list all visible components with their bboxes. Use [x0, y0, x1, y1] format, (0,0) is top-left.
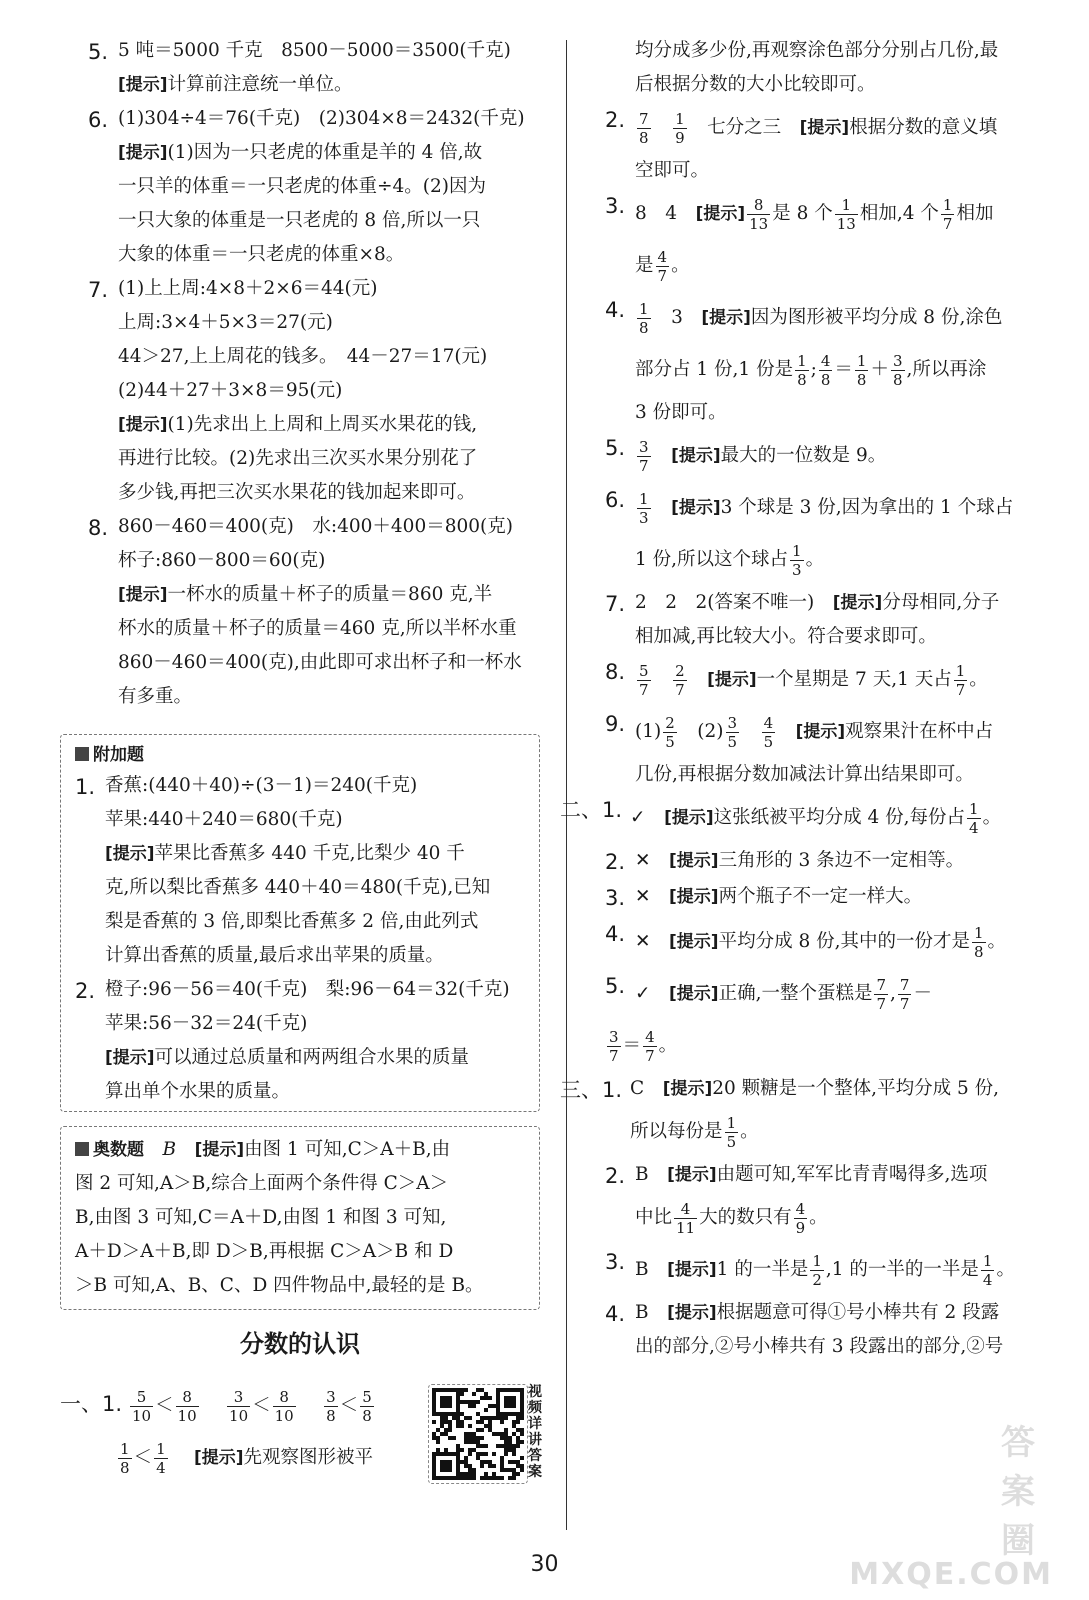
- hint-text: 先观察图形被平: [243, 1447, 374, 1468]
- fraction: $\frac{1}{8}$: [856, 351, 867, 389]
- hint-text: 大象的体重＝一只老虎的体重×8。: [118, 244, 405, 265]
- fraction: $\frac{3}{7}$: [609, 1027, 619, 1065]
- item-number: 8.: [88, 516, 109, 540]
- answer-line: 苹果:440＋240＝680(千克): [105, 809, 343, 830]
- hint-label: [提示]: [667, 1303, 717, 1323]
- section1-answer-1: [60, 1380, 420, 1484]
- item-number: 3.: [605, 886, 626, 910]
- fraction: $\frac{1}{8}$: [797, 351, 807, 389]
- fraction: $\frac{1}{8}$: [974, 923, 984, 961]
- fraction: $\frac{7}{7}$: [899, 975, 910, 1013]
- watermark-text: 答案圈: [1001, 1423, 1039, 1561]
- answer-line: 5 吨＝5000 千克 8500－5000＝3500(千克): [118, 40, 511, 61]
- fraction: $\frac{2}{5}$: [665, 713, 675, 751]
- hint-label: [提示]: [662, 1079, 713, 1099]
- fraction: $\frac{5}{10}$: [131, 1387, 152, 1425]
- item-number: 8.: [605, 660, 626, 684]
- hint-text: 空即可。: [635, 160, 710, 181]
- right-column: [560, 34, 1065, 1364]
- fraction: $\frac{3}{7}$: [639, 437, 649, 475]
- hint-text: 3 份即可。: [635, 402, 727, 423]
- section2-answer-5: 5. ✓ [提示]正确,一整个蛋糕是 $\frac{7}{7}$ , $\frac{7}{7}$ － $\frac{3}{7}$ ＝ $\frac{4}{7}$ 。: [605, 968, 1065, 1072]
- hint-text: 几份,再根据分数加减法计算出结果即可。: [635, 764, 974, 785]
- fraction: $\frac{4}{11}$: [676, 1199, 696, 1237]
- box-title: 奥数题: [93, 1140, 144, 1160]
- fraction: $\frac{1}{7}$: [942, 195, 953, 233]
- hint-text: 图 2 可知,A＞B,综合上面两个条件得 C＞A＞: [75, 1173, 449, 1194]
- hint-label: [提示]: [105, 844, 155, 864]
- item-number: 6.: [88, 108, 109, 132]
- hint-label: [提示]: [105, 1048, 155, 1068]
- answer-text: 8 4: [635, 203, 678, 224]
- fraction: $\frac{8}{10}$: [177, 1387, 197, 1425]
- fraction: $\frac{1}{3}$: [639, 489, 649, 527]
- hint-label: [提示]: [669, 887, 719, 907]
- item-number: 6.: [605, 488, 626, 512]
- answer-6: [88, 102, 554, 272]
- qr-code[interactable]: [428, 1384, 528, 1484]
- section3-answer-3: 3. B [提示]1 的一半是 $\frac{1}{2}$ ,1 的一半的一半是 $\frac{1}{4}$ 。: [605, 1244, 1065, 1296]
- extra-problems-box: [60, 734, 540, 1112]
- fraction: $\frac{1}{5}$: [726, 1113, 737, 1151]
- hint-text: 算出单个水果的质量。: [105, 1081, 291, 1102]
- section2-answer-2: 2. ✕ [提示]三角形的 3 条边不一定相等。: [605, 844, 1065, 880]
- item-number: 5.: [88, 40, 109, 64]
- fraction: $\frac{4}{8}$: [820, 351, 831, 389]
- answer-5: [88, 34, 554, 102]
- hint-text: 均分成多少份,再观察涂色部分分别占几份,最: [635, 40, 999, 61]
- item-number: 4.: [605, 922, 626, 946]
- section-marker-icon: [75, 1142, 89, 1156]
- fraction: $\frac{8}{13}$: [749, 195, 769, 233]
- fraction: $\frac{1}{8}$: [639, 299, 649, 337]
- hint-label: [提示]: [194, 1140, 245, 1160]
- hint-text: 计算前注意统一单位。: [167, 74, 353, 95]
- section3-answer-1: 三、1. C [提示]20 颗糖是一个整体,平均分成 5 份, 所以每份是 $\frac{1}{5}$ 。: [605, 1072, 1065, 1158]
- hint-text: 一只羊的体重＝一只老虎的体重÷4。(2)因为: [118, 176, 486, 197]
- fraction: $\frac{3}{5}$: [727, 713, 738, 751]
- hint-label: [提示]: [671, 446, 721, 466]
- fraction: $\frac{4}{9}$: [795, 1199, 806, 1237]
- answer-line: 杯子:860－800＝60(克): [118, 550, 326, 571]
- answer-5: 5. $\frac{3}{7}$ [提示]最大的一位数是 9。: [605, 430, 1065, 482]
- hint-label: [提示]: [669, 932, 719, 952]
- answer-line: 44＞27,上上周花的钱多。 44－27＝17(元): [118, 346, 488, 367]
- hint-text: 后根据分数的大小比较即可。: [635, 74, 876, 95]
- answer-9: 9. (1) $\frac{2}{5}$ (2) $\frac{3}{5}$ $\frac{4}{5}$ [提示]观察果汁在杯中占 几份,再根据分数加减法计算出结果即可。: [605, 706, 1065, 792]
- hint-label: [提示]: [707, 670, 757, 690]
- item-number: 二、1.: [560, 798, 623, 822]
- column-divider: [566, 40, 567, 1530]
- fraction: $\frac{1}{4}$: [156, 1439, 166, 1477]
- hint-label: [提示]: [118, 415, 168, 435]
- section2-answer-3: 3. ✕ [提示]两个瓶子不一定一样大。: [605, 880, 1065, 916]
- qr-label: 视频详讲答案: [528, 1384, 542, 1480]
- hint-label: [提示]: [194, 1448, 244, 1468]
- hint-text: 杯水的质量＋杯子的质量＝460 克,所以半杯水重: [118, 618, 517, 639]
- item-number: 2.: [605, 1164, 626, 1188]
- hint-text: 由图 1 可知,C＞A＋B,由: [244, 1139, 451, 1160]
- item-number: 9.: [605, 712, 626, 736]
- item-number: 5.: [605, 436, 626, 460]
- fraction: $\frac{1}{4}$: [982, 1251, 993, 1289]
- answer-line: 苹果:56－32＝24(千克): [105, 1013, 308, 1034]
- item-number: 1.: [75, 775, 96, 799]
- extra-answer-2: [75, 973, 529, 1109]
- hint-label: [提示]: [671, 498, 721, 518]
- item-number: 4.: [605, 1302, 626, 1326]
- less-than: ＜: [133, 1447, 153, 1468]
- item-number: 4.: [605, 298, 626, 322]
- item-number: 2.: [605, 108, 626, 132]
- item-number: 2.: [605, 850, 626, 874]
- fraction: $\frac{4}{7}$: [657, 247, 668, 285]
- hint-text: 有多重。: [118, 686, 193, 707]
- answer-line: (2)44＋27＋3×8＝95(元): [118, 380, 343, 401]
- less-than: ＜: [252, 1395, 271, 1416]
- fraction: $\frac{5}{8}$: [362, 1387, 372, 1425]
- item-number: 3.: [605, 1250, 626, 1274]
- fraction: $\frac{1}{13}$: [836, 195, 856, 233]
- fraction: $\frac{7}{7}$: [876, 975, 887, 1013]
- item-number: 一、1.: [60, 1392, 123, 1416]
- fraction: $\frac{5}{7}$: [639, 661, 649, 699]
- hint-text: B,由图 3 可知,C＝A＋D,由图 1 和图 3 可知,: [75, 1207, 447, 1228]
- hint-label: [提示]: [118, 75, 168, 95]
- hint-label: [提示]: [669, 851, 719, 871]
- hint-label: [提示]: [118, 585, 168, 605]
- fraction: $\frac{4}{7}$: [645, 1027, 655, 1065]
- fraction: $\frac{1}{3}$: [792, 541, 802, 579]
- hint-text: (1)因为一只老虎的体重是羊的 4 倍,故: [167, 142, 483, 163]
- fraction: $\frac{1}{8}$: [120, 1439, 130, 1477]
- section3-answer-2: 2. B [提示]由题可知,军军比青青喝得多,选项 中比 $\frac{4}{11}$ 大的数只有 $\frac{4}{9}$ 。: [605, 1158, 1065, 1244]
- hint-label: [提示]: [118, 143, 168, 163]
- hint-text: 苹果比香蕉多 440 千克,比梨少 40 千: [154, 843, 465, 864]
- hint-label: [提示]: [795, 722, 846, 742]
- answer-line: (1)上上周:4×8＋2×6＝44(元): [118, 278, 378, 299]
- item-number: 三、1.: [560, 1078, 623, 1102]
- answer-line: (1)304÷4＝76(千克) (2)304×8＝2432(千克): [118, 108, 525, 129]
- answer-line: 上周:3×4＋5×3＝27(元): [118, 312, 333, 333]
- hint-text: (1)先求出上上周和上周买水果花的钱,: [167, 414, 478, 435]
- hint-text: 一杯水的质量＋杯子的质量＝860 克,半: [167, 584, 493, 605]
- fraction: $\frac{2}{7}$: [675, 661, 685, 699]
- hint-text: 可以通过总质量和两两组合水果的质量: [154, 1047, 470, 1068]
- hint-text: 860－460＝400(克),由此即可求出杯子和一杯水: [118, 652, 522, 673]
- hint-label: [提示]: [667, 1260, 717, 1280]
- hint-text: 再进行比较。(2)先求出三次买水果分别花了: [118, 448, 478, 469]
- answer-8: [88, 510, 554, 714]
- hint-label: [提示]: [695, 204, 746, 224]
- item-number: 7.: [88, 278, 109, 302]
- hint-text: 计算出香蕉的质量,最后求出苹果的质量。: [105, 945, 444, 966]
- section-marker-icon: [75, 747, 89, 761]
- hint-label: [提示]: [669, 984, 719, 1004]
- answer-8: 8. $\frac{5}{7}$ $\frac{2}{7}$ [提示]一个星期是 7 天,1 天占 $\frac{1}{7}$ 。: [605, 654, 1065, 706]
- hint-label: [提示]: [667, 1165, 717, 1185]
- fraction: $\frac{1}{2}$: [812, 1251, 822, 1289]
- section3-answer-4: 4. B [提示]根据题意可得①号小棒共有 2 段露 出的部分,②号小棒共有 3 段露出的部分,②号: [605, 1296, 1065, 1364]
- hint-text: ＞B 可知,A、B、C、D 四件物品中,最轻的是 B。: [75, 1275, 484, 1296]
- answer-7: 7. 2 2 2(答案不唯一) [提示]分母相同,分子 相加减,再比较大小。符合要求即可。: [605, 586, 1065, 654]
- answer-text: 七分之三: [707, 117, 782, 138]
- item-number: 7.: [605, 592, 626, 616]
- fraction: $\frac{8}{10}$: [274, 1387, 294, 1425]
- section2-answer-1: 二、1. ✓ [提示]这张纸被平均分成 4 份,每份占 $\frac{1}{4}$ 。: [605, 792, 1065, 844]
- hint-text: 多少钱,再把三次买水果花的钱加起来即可。: [118, 482, 476, 503]
- item-number: 2.: [75, 979, 96, 1003]
- olympiad-box: [60, 1126, 540, 1310]
- answer-line: 橙子:96－56＝40(千克) 梨:96－64＝32(千克): [105, 979, 510, 1000]
- hint-text: A＋D＞A＋B,即 D＞B,再根据 C＞A＞B 和 D: [75, 1241, 454, 1262]
- hint-text: 一只大象的体重是一只老虎的 8 倍,所以一只: [118, 210, 481, 231]
- item-number: 5.: [605, 974, 626, 998]
- fraction: $\frac{4}{5}$: [763, 713, 774, 751]
- fraction: $\frac{7}{8}$: [639, 109, 649, 147]
- hint-label: [提示]: [799, 118, 850, 138]
- section-title: 分数的认识: [240, 1330, 360, 1358]
- answer-line: 香蕉:(440＋40)÷(3－1)＝240(千克): [105, 775, 418, 796]
- fraction: $\frac{3}{10}$: [229, 1387, 249, 1425]
- hint-label: [提示]: [832, 593, 883, 613]
- hint-text: 相加减,再比较大小。符合要求即可。: [635, 626, 937, 647]
- less-than: ＜: [339, 1395, 359, 1416]
- hint-text: 出的部分,②号小棒共有 3 段露出的部分,②号: [635, 1336, 1004, 1357]
- item-number: 3.: [605, 194, 626, 218]
- fraction: $\frac{3}{8}$: [892, 351, 903, 389]
- hint-label: [提示]: [664, 808, 714, 828]
- hint-label: [提示]: [701, 308, 751, 328]
- hint-text: 克,所以梨比香蕉多 440＋40＝480(千克),已知: [105, 877, 491, 898]
- answer-line: 860－460＝400(克) 水:400＋400＝800(克): [118, 516, 513, 537]
- page-number: 30: [530, 1552, 559, 1577]
- answer-7: [88, 272, 554, 510]
- watermark-url: MXQE.COM: [849, 1557, 1053, 1592]
- qr-code-icon: [432, 1388, 524, 1480]
- extra-answer-1: [75, 769, 529, 973]
- fraction: $\frac{1}{7}$: [955, 661, 966, 699]
- fraction: $\frac{1}{9}$: [675, 109, 685, 147]
- less-than: ＜: [155, 1395, 174, 1416]
- section2-answer-4: 4. ✕ [提示]平均分成 8 份,其中的一份才是 $\frac{1}{8}$ 。: [605, 916, 1065, 968]
- answer-6: 6. $\frac{1}{3}$ [提示]3 个球是 3 份,因为拿出的 1 个球占 1 份,所以这个球占 $\frac{1}{3}$ 。: [605, 482, 1065, 586]
- olympiad-answer: B: [162, 1139, 195, 1160]
- answer-4: 4. $\frac{1}{8}$ 3 [提示]因为图形被平均分成 8 份,涂色 部分占 1 份,1 份是 $\frac{1}{8}$ ; $\frac{4}{8}$ ＝ $\frac{1}{8}$ ＋ $\frac{3}{8}$ ,所以再涂 3 份即可。: [605, 292, 1065, 430]
- box-title: 附加题: [93, 745, 144, 765]
- hint-text: 根据分数的意义填: [849, 117, 998, 138]
- left-column: [88, 34, 554, 714]
- fraction: $\frac{3}{8}$: [326, 1387, 336, 1425]
- answer-2: [605, 102, 1065, 188]
- hint-text: 梨是香蕉的 3 倍,即梨比香蕉多 2 倍,由此列式: [105, 911, 479, 932]
- fraction: $\frac{1}{4}$: [969, 799, 979, 837]
- answer-3: 3. 8 4 [提示] $\frac{8}{13}$ 是 8 个 $\frac{1}{13}$ 相加,4 个 $\frac{1}{7}$ 相加 是 $\frac{4}{7}$ 。: [605, 188, 1065, 292]
